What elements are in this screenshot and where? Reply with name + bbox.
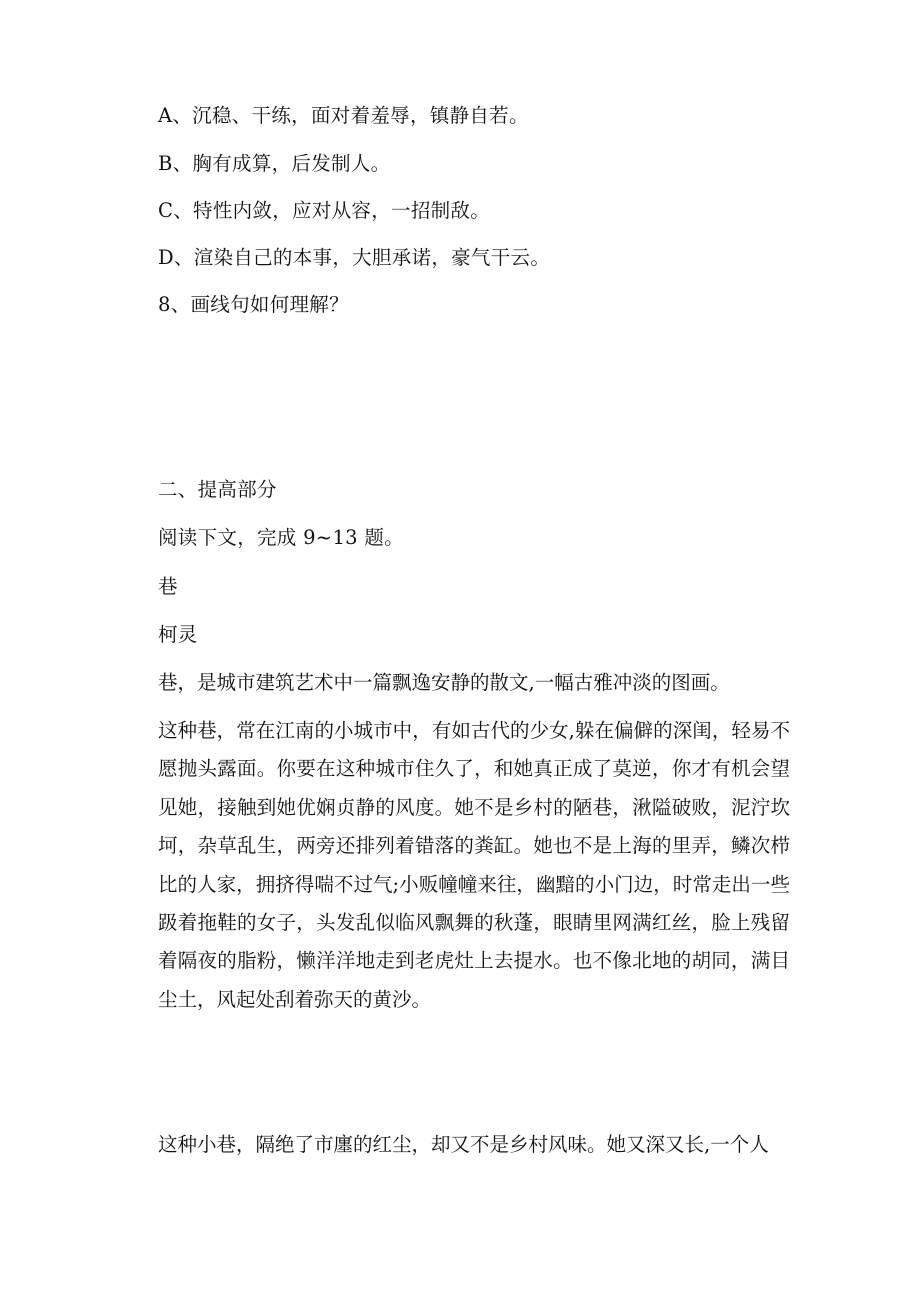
article-author: 柯灵 [158, 623, 198, 646]
option-d: D、渲染自己的本事，大胆承诺，豪气干云。 [158, 246, 551, 269]
option-b: B、胸有成算，后发制人。 [158, 152, 391, 175]
article-paragraph-1: 巷，是城市建筑艺术中一篇飘逸安静的散文,一幅古雅冲淡的图画。 [158, 671, 730, 694]
article-paragraph-2: 这种巷，常在江南的小城市中，有如古代的少女,躲在偏僻的深闺，轻易不愿抛头露面。你要在这种城市住久了，和她真正成了莫逆，你才有机会望见她，接触到她优娴贞静的风度。她不是乡村的陋巷，湫隘破败，泥泞坎坷，杂草乱生，两旁还排列着错落的粪缸。她也不是上海的里弄，鳞次栉比的人家，拥挤得喘不过气;小贩幢幢来往，幽黯的小门边，时常走出一些趿着拖鞋的女子，头发乱似临风飘舞的秋蓬，眼睛里网满红丝，脸上残留着隔夜的脂粉，懒洋洋地走到老虎灶上去提水。也不像北地的胡同，满目尘土，风起处刮着弥天的黄沙。 [158, 719, 790, 1011]
section-title: 二、提高部分 [158, 478, 277, 501]
question-8: 8、画线句如何理解？ [158, 293, 349, 316]
instruction: 阅读下文，完成 9~13 题。 [158, 526, 404, 549]
option-a: A、沉稳、干练，面对着羞辱，镇静自若。 [158, 104, 529, 127]
article-title: 巷 [158, 575, 178, 598]
article-paragraph-3: 这种小巷，隔绝了市廛的红尘，却又不是乡村风味。她又深又长,一个人 [158, 1133, 769, 1156]
option-c: C、特性内敛，应对从容，一招制敌。 [158, 199, 491, 222]
